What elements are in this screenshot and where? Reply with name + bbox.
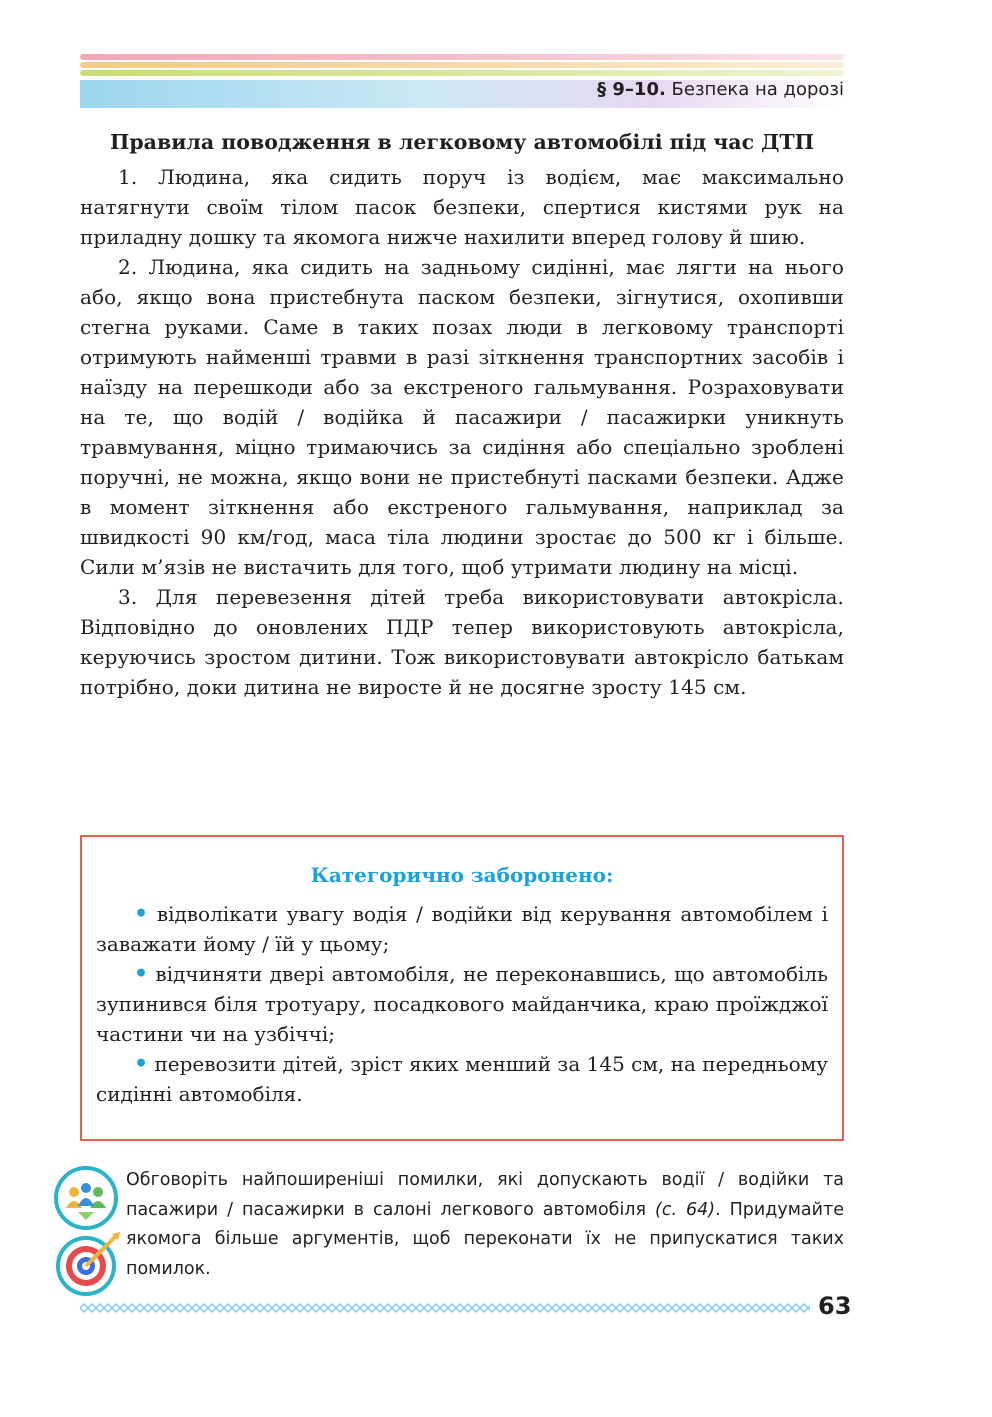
header-stripe-green [80, 70, 844, 76]
page-number: 63 [818, 1292, 852, 1320]
paragraph-1: 1. Людина, яка сидить поруч із водієм, має максимально натягнути своїм тілом пасок безпеки, спертися кистями рук на приладну дошку та якомога нижче нахилити вперед голову й шию. [80, 165, 844, 249]
bullet-icon: • [134, 901, 149, 927]
page-reference-link[interactable]: (с. 64) [655, 1199, 716, 1220]
prohibited-item [96, 899, 828, 959]
target-icon [54, 1230, 126, 1298]
prohibited-item [96, 959, 828, 1049]
main-content [80, 120, 844, 702]
section-number: § 9–10. [597, 79, 666, 100]
running-header [597, 79, 844, 100]
prohibited-box-title: Категорично заборонено: [310, 863, 614, 887]
paragraph-2: 2. Людина, яка сидить на задньому сидінні, має лягти на нього або, якщо вона пристебнута паском безпеки, зігнутися, охопивши стегна руками. Саме в таких позах люди в легковому транспорті отримують найменші травми в разі зіткнення транспортних засобів і наїзду на перешкоди або за екстреного гальмування. Розраховувати на те, що водій / водійка й пасажири / пасажирки уникнуть травмування, міцно тримаючись за сидіння або спеціально зроблені поручні, не можна, якщо вони не пристебнуті пасками безпеки. Адже в момент зіткнення або екстреного гальмування, наприклад за швидкості 90 км/год, маса тіла людини зростає до 500 кг і більше. Сили м’язів не вистачить для того, щоб утримати людину на місці. [80, 255, 844, 579]
prohibited-item-text: відволікати увагу водія / водійки від керування автомобілем і заважати йому / їй у цьому; [96, 902, 828, 956]
prohibited-box [80, 835, 844, 1141]
bullet-icon: • [134, 961, 149, 987]
footer-zigzag-divider [80, 1302, 810, 1314]
page-heading: Правила поводження в легковому автомобілі під час ДТП [109, 130, 815, 154]
activity-text-tail: . Придумайте якомога більше аргументів, щоб переконати їх не припускатися таких помилок. [126, 1199, 844, 1279]
group-discussion-icon [54, 1166, 118, 1230]
bullet-icon: • [134, 1051, 149, 1077]
paragraph-3: 3. Для перевезення дітей треба використовувати автокрісла. Відповідно до оновлених ПДР тепер використовують автокрісла, керуючись зростом дитини. Тож використовувати автокрісло батькам потрібно, доки дитина не виросте й не досягне зросту 145 см. [80, 585, 844, 699]
prohibited-item [96, 1049, 828, 1109]
section-title: Безпека на дорозі [665, 79, 844, 100]
header-stripe-orange [80, 62, 844, 68]
header-stripe-pink [80, 54, 844, 60]
prohibited-item-text: відчиняти двері автомобіля, не переконавшись, що автомобіль зупинився біля тротуару, посадкового майданчика, краю проїжджої частини чи на узбіччі; [96, 962, 828, 1046]
activity-text-main: Обговоріть найпоширеніші помилки, які допускають водії / водійки та пасажири / пасажирки в салоні легкового автомобіля [126, 1170, 844, 1220]
prohibited-item-text: перевозити дітей, зріст яких менший за 145 см, на передньому сидінні автомобіля. [96, 1052, 828, 1106]
activity-text [126, 1166, 844, 1284]
